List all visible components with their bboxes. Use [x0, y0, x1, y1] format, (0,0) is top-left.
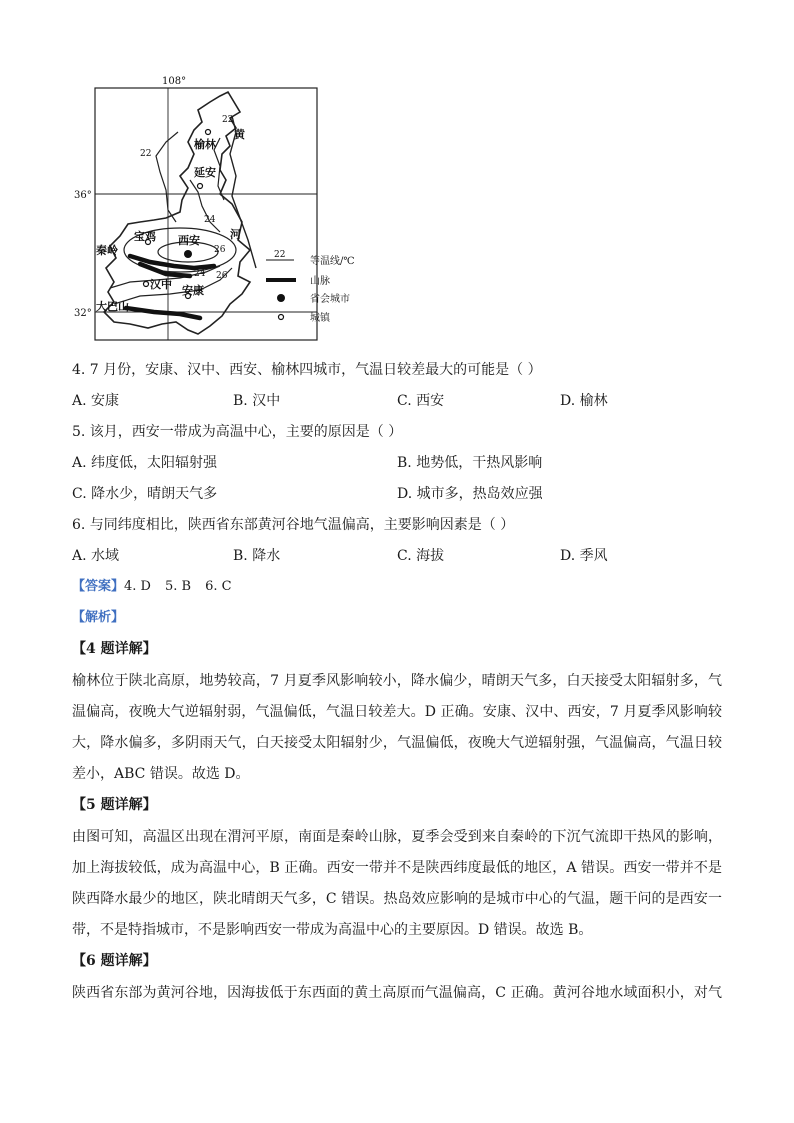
detail-6-line: 陕西省东部为黄河谷地，因海拔低于东西面的黄土高原而气温偏高，C 正确。黄河谷地水域面积小，对气	[72, 985, 722, 1001]
legend-mountain-text: 山脉	[310, 276, 330, 287]
question-5-option-a: A. 纬度低，太阳辐射强	[72, 455, 218, 471]
dabashan-mountain	[126, 308, 200, 318]
question-6-option-d: D. 季风	[560, 548, 608, 564]
question-6-option-b: B. 降水	[233, 548, 281, 564]
detail-5-heading: 【5 题详解】	[72, 797, 157, 813]
detail-5-line: 陕西降水最少的地区，陕北晴朗天气多，C 错误。热岛效应影响的是城市中心的气温，题干问的是西安一	[72, 891, 722, 907]
answer-line	[72, 578, 232, 596]
isotherm-label-22b: 22	[140, 149, 152, 159]
question-5-option-d: D. 城市多，热岛效应强	[397, 486, 543, 502]
province-outline	[104, 92, 250, 334]
question-4-option-c: C. 西安	[397, 393, 445, 409]
question-4-option-d: D. 榆林	[560, 393, 608, 409]
analysis-line	[72, 609, 124, 627]
analysis-tag: 【解析】	[72, 610, 125, 625]
detail-5-line: 由图可知，高温区出现在渭河平原，南面是秦岭山脉，夏季会受到来自秦岭的下沉气流即干热风的影响，	[72, 829, 722, 845]
question-6-option-c: C. 海拔	[397, 548, 445, 564]
question-4-stem: 4. 7 月份，安康、汉中、西安、榆林四城市，气温日较差最大的可能是（ ）	[72, 362, 542, 378]
question-5-option-b: B. 地势低，干热风影响	[397, 455, 543, 471]
question-6-option-a: A. 水域	[72, 548, 120, 564]
isotherm-label-24a: 24	[204, 215, 216, 225]
detail-5-line: 加上海拔较低，成为高温中心，B 正确。西安一带并不是陕西纬度最低的地区，A 错误。西安一带并不是	[72, 860, 722, 876]
question-5-stem: 5. 该月，西安一带成为高温中心，主要的原因是（ ）	[72, 424, 403, 440]
detail-4-body	[72, 666, 722, 790]
dabashan-label: 大巴山	[96, 300, 129, 313]
hanzhong-label: 汉中	[150, 278, 172, 291]
legend-capital-text: 省会城市	[310, 294, 350, 305]
lat-32-label: 32°	[74, 308, 92, 319]
detail-4-line: 温偏高，夜晚大气逆辐射弱，气温偏低，气温日较差大。D 正确。安康、汉中、西安，7 月夏季风影响较	[72, 704, 722, 720]
qinling-label: 秦岭	[96, 244, 118, 257]
yulin-town-dot	[206, 130, 211, 135]
answer-tag: 【答案】	[72, 579, 125, 594]
he-label: 河	[230, 228, 241, 241]
yulin-label: 榆林	[194, 138, 216, 151]
xian-capital-dot	[184, 250, 192, 258]
isotherm-label-24b: 24	[194, 269, 206, 279]
question-4-option-a: A. 安康	[72, 393, 120, 409]
isotherm-label-22a: 22	[222, 115, 234, 125]
lat-36-label: 36°	[74, 190, 92, 201]
legend-isotherm-sample: 22	[274, 250, 286, 260]
isotherm-22-north	[156, 132, 178, 222]
answer-6: 6. C	[205, 579, 232, 594]
hanzhong-town-dot	[144, 282, 149, 287]
legend-isotherm-text: 等温线/℃	[310, 256, 355, 267]
legend-town-dot	[279, 315, 284, 320]
detail-4-heading: 【4 题详解】	[72, 641, 157, 657]
shaanxi-isotherm-map	[70, 72, 400, 342]
detail-4-line: 大，降水偏多，多阴雨天气，白天接受太阳辐射少，气温偏低，夜晚大气逆辐射强，气温偏高，气温日较	[72, 735, 722, 751]
detail-4-line: 榆林位于陕北高原，地势较高，7 月夏季风影响较小，降水偏少，晴朗天气多，白天接受太阳辐射多，气	[72, 673, 722, 689]
detail-6-body	[72, 978, 722, 1009]
lon-108-label: 108°	[162, 76, 187, 87]
isotherm-label-26b: 26	[216, 271, 228, 281]
answer-4: 4. D	[124, 579, 151, 594]
isotherm-label-26a: 26	[214, 245, 226, 255]
yanan-town-dot	[198, 184, 203, 189]
detail-5-line: 带，不是特指城市，不是影响西安一带成为高温中心的主要原因。D 错误。故选 B。	[72, 922, 593, 938]
detail-5-body	[72, 822, 722, 946]
detail-4-line: 差小，ABC 错误。故选 D。	[72, 766, 250, 782]
legend-town-text: 城镇	[310, 313, 330, 324]
question-6-stem: 6. 与同纬度相比，陕西省东部黄河谷地气温偏高，主要影响因素是（ ）	[72, 517, 515, 533]
ankang-label: 安康	[182, 284, 204, 297]
detail-6-heading: 【6 题详解】	[72, 953, 157, 969]
question-5-option-c: C. 降水少，晴朗天气多	[72, 486, 218, 502]
question-4-option-b: B. 汉中	[233, 393, 281, 409]
huang-label: 黄	[234, 128, 245, 141]
legend-capital-dot	[277, 294, 285, 302]
yanan-label: 延安	[194, 166, 216, 179]
xian-label: 西安	[178, 234, 200, 247]
baoji-label: 宝鸡	[134, 230, 156, 243]
answer-5: 5. B	[164, 579, 192, 594]
